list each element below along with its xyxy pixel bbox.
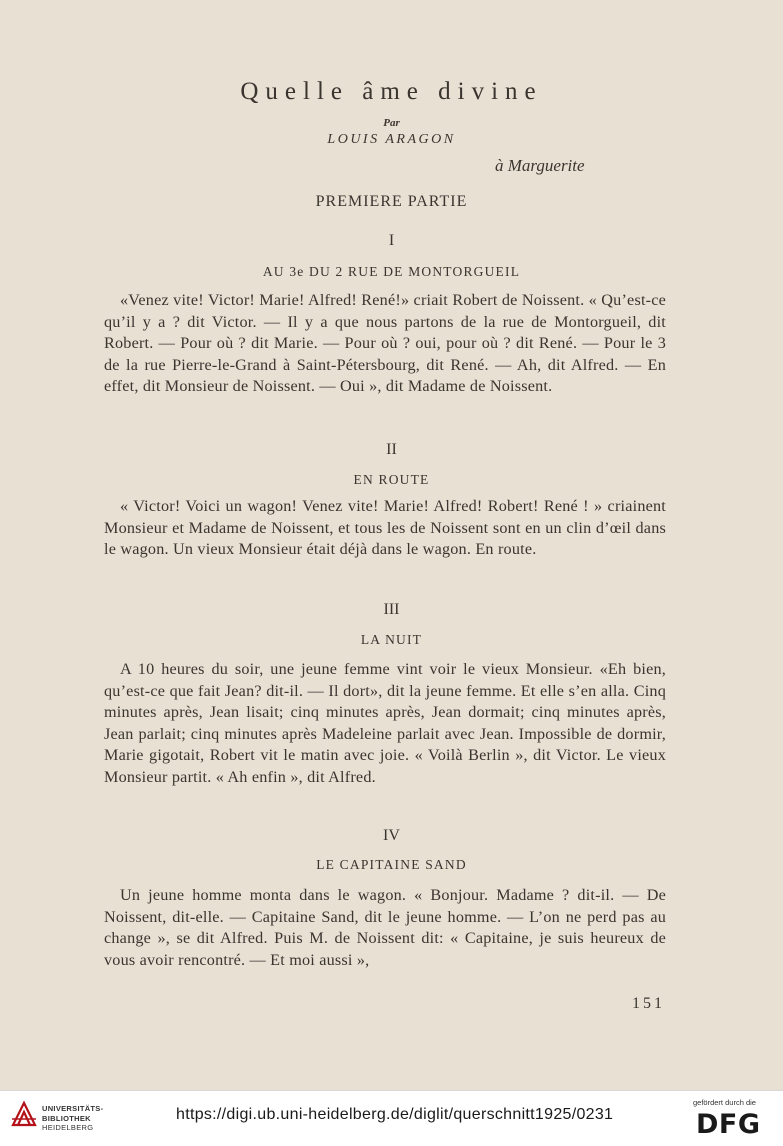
author-name: LOUIS ARAGON xyxy=(327,132,456,147)
byline-par: Par xyxy=(383,117,400,129)
chapter-numeral: IV xyxy=(383,827,400,844)
chapter-title: EN ROUTE xyxy=(353,472,430,487)
chapter-title: LA NUIT xyxy=(360,632,423,647)
page-number: 151 xyxy=(632,995,665,1012)
chapter-title: AU 3e DU 2 RUE DE MONTORGUEIL xyxy=(262,264,521,279)
chapter-numeral: II xyxy=(386,441,397,458)
chapter-text: «Venez vite! Victor! Marie! Alfred! René!» criait Robert de Noissent. « Qu’est-ce qu’il y a ? dit Victor. — Il y a que nous partons de la rue de Montorgueil, dit Robert. — Pour où ? dit Marie. — Pour où ? oui, pour où ? dit René. — Pour le 3 de la rue Pierre-le-Grand à Saint-Pétersbourg, dit René. — Ah, dit Alfred. — En effet, dit Monsieur de Noissent. — Oui », dit Madame de Noissent. xyxy=(104,291,666,396)
university-library-logo-icon xyxy=(9,1099,39,1134)
viewer-footer xyxy=(0,1090,783,1146)
chapter-text: Un jeune homme monta dans le wagon. « Bonjour. Madame ? dit-il. — De Noissent, dit-elle. — Capitaine Sand, dit le jeune homme. — L’on ne perd pas au change », se dit Alfred. Puis M. de Noissent dit: « Capitaine, je suis heureux de vous avoir rencontré. — Et moi aussi », xyxy=(104,886,666,969)
chapter-text: A 10 heures du soir, une jeune femme vint voir le vieux Monsieur. «Eh bien, qu’est-ce que fait Jean? dit-il. — Il dort», dit la jeune femme. Et elle s’en alla. Cinq minutes après, Jean lisait; cinq minutes après, Jean dormait; cinq minutes après, Jean parlait; cinq minutes après Madeleine parlait avec Jean. Impossible de dormir, Marie gigotait, Robert vit le matin avec joie. « Voilà Berlin », dit Victor. Le vieux Monsieur partit. « Ah enfin », dit Alfred. xyxy=(104,660,666,786)
dedication: à Marguerite xyxy=(495,156,585,175)
chapter-numeral: I xyxy=(388,232,395,249)
institution-name: UNIVERSITÄTS- BIBLIOTHEK HEIDELBERG xyxy=(42,1104,104,1132)
dfg-logo: DFG xyxy=(696,1109,761,1140)
chapter-title: LE CAPITAINE SAND xyxy=(316,857,467,872)
part-heading: PREMIERE PARTIE xyxy=(315,193,468,210)
permalink-url[interactable]: https://digi.ub.uni-heidelberg.de/diglit/querschnitt1925/0231 xyxy=(176,1106,614,1123)
poem-title: Quelle âme divine xyxy=(240,78,543,105)
chapter-numeral: III xyxy=(383,601,400,618)
chapter-text: « Victor! Voici un wagon! Venez vite! Marie! Alfred! Robert! René ! » criainent Monsieur et Madame de Noissent, et tous les de Noissent sont en un clin d’œil dans le wagon. Un vieux Monsieur était déjà dans le wagon. En route. xyxy=(104,497,666,559)
funded-by-label: gefördert durch die xyxy=(693,1098,756,1107)
